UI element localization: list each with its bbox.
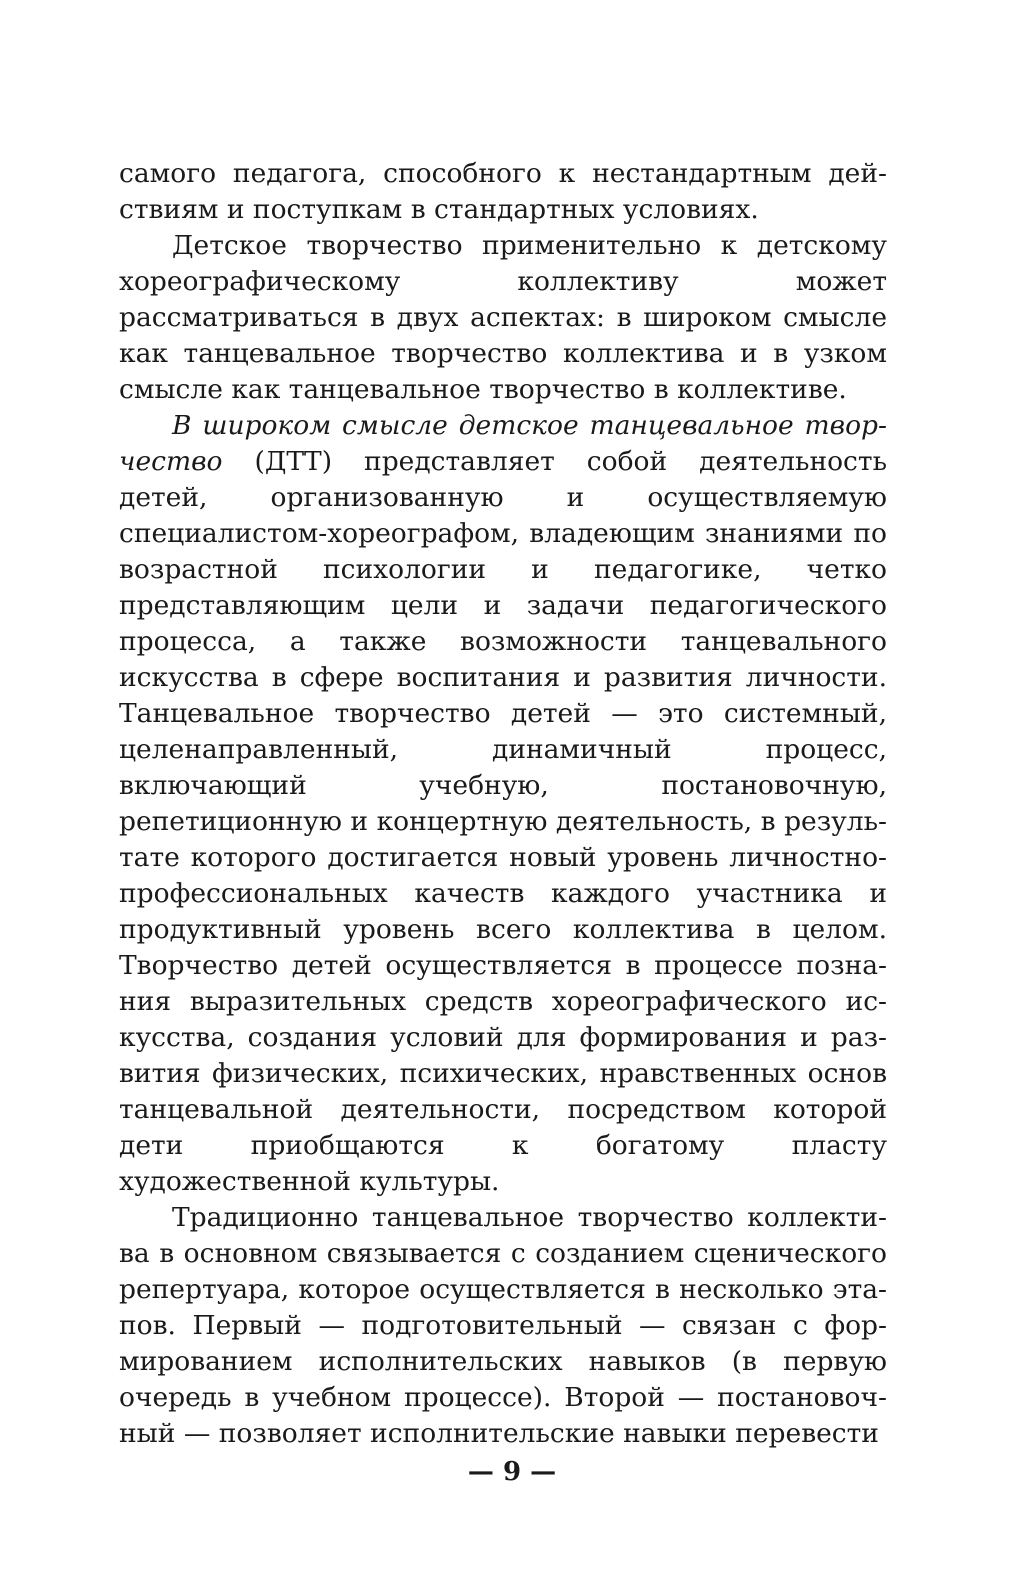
paragraph-4 [119, 1200, 887, 1452]
page-number: — 9 — [467, 1457, 557, 1487]
paragraph-3-text: (ДТТ) представляет собой деятельность детей, организованную и осуществляемую специалистом-хореографом, владеющим знаниями по возрастной психологии и педагогике, четко представляющим цели и задачи педагогического процесса, а также возможности танцевального искусства в сфере воспитания и развития личности. Танцевальное творчество детей — это системный, целенаправленный, динамичный процесс, включающий учебную, постановочную, репетиционную и концертную деятельность, в результате которого достигается новый уровень личностно-профессиональных качеств каждого участника и продуктивный уровень всего коллектива в целом. Творчество детей осуществляется в процессе познания выразительных средств хореографического искусства, создания условий для формирования и развития физических, психических, нравственных основ танцевальной деятельности, посредством которой дети приобщаются к богатому пласту художественной культуры. [119, 446, 887, 1197]
paragraph-3 [119, 408, 887, 1200]
paragraph-4-text: Традиционно танцевальное творчество коллектива в основном связывается с созданием сценического репертуара, которое осуществляется в несколько этапов. Первый — подготовительный — связан с формированием исполнительских навыков (в первую очередь в учебном процессе). Второй — постановочный — позволяет исполнительские навыки перевести [119, 1202, 887, 1449]
page-body [119, 156, 887, 1452]
paragraph-2 [119, 228, 887, 408]
paragraph-1 [119, 156, 887, 228]
paragraph-2-text: Детское творчество применительно к детскому хореографическому коллективу может рассматриваться в двух аспектах: в широком смысле как танцевальное творчество коллектива и в узком смысле как танцевальное творчество в коллективе. [119, 230, 887, 405]
italic-term: В широком смысле детское танцевальное творчество [119, 410, 887, 477]
paragraph-1-text: самого педагога, способного к нестандартным действиям и поступкам в стандартных условиях. [119, 158, 887, 225]
